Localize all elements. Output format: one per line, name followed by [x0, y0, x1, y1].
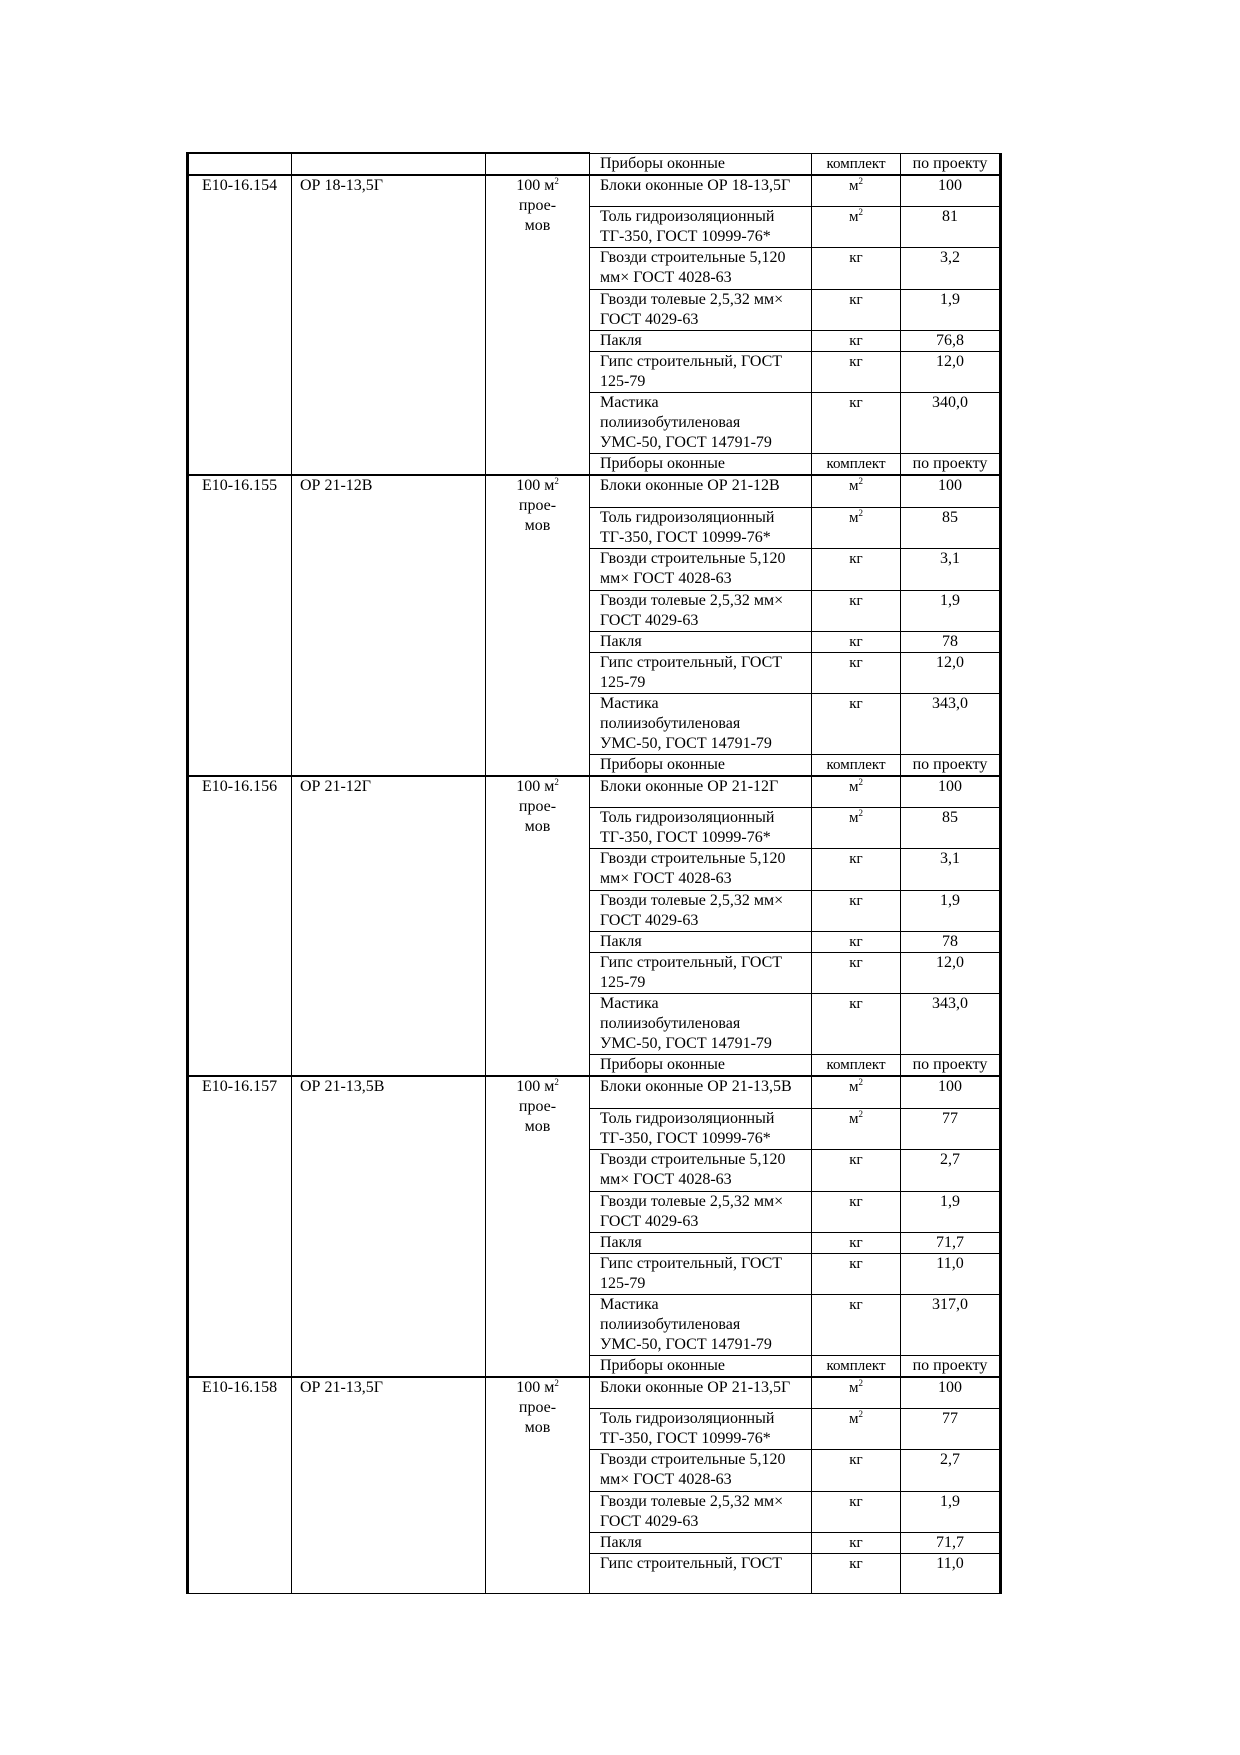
- unit-cell: [486, 1076, 590, 1377]
- material-unit-superscript: 2: [858, 1108, 863, 1119]
- unit-superscript: 2: [554, 776, 559, 787]
- quantity-cell: 85: [901, 507, 1001, 548]
- material-cell: Блоки оконные ОР 21-12В: [590, 475, 812, 507]
- material-unit-text: кг: [849, 395, 863, 411]
- quantity-cell: 77: [901, 1409, 1001, 1450]
- quantity-cell: 81: [901, 207, 1001, 248]
- material-cell: Мастика полиизобутиленовая УМС-50, ГОСТ 14791-79: [590, 994, 812, 1055]
- material-unit-cell: [812, 475, 901, 507]
- material-cell: Гипс строительный, ГОСТ 125-79: [590, 1253, 812, 1294]
- quantity-cell: 1,9: [901, 290, 1001, 331]
- unit-rest: прое-мов: [518, 196, 557, 234]
- material-unit-text: кг: [849, 955, 863, 971]
- material-cell: Приборы оконные: [590, 1055, 812, 1077]
- material-unit-superscript: 2: [858, 1377, 863, 1388]
- code-cell: Е10-16.158: [188, 1377, 292, 1594]
- quantity-cell: 11,0: [901, 1554, 1001, 1594]
- material-unit-cell: [812, 652, 901, 693]
- code-cell: [188, 153, 292, 175]
- quantity-cell: 12,0: [901, 352, 1001, 393]
- unit-superscript: 2: [554, 1077, 559, 1087]
- material-unit-text: кг: [849, 1296, 863, 1313]
- material-cell: Блоки оконные ОР 21-12Г: [590, 776, 812, 808]
- material-unit-cell: [812, 849, 901, 891]
- quantity-cell: 1,9: [901, 1191, 1001, 1232]
- material-unit-cell: [812, 776, 901, 808]
- material-cell: Гвозди толевые 2,5,32 мм× ГОСТ 4029-63: [590, 590, 812, 631]
- material-cell: Приборы оконные: [590, 754, 812, 776]
- material-unit-text: м: [849, 509, 859, 526]
- quantity-cell: 3,1: [901, 548, 1001, 590]
- material-cell: Приборы оконные: [590, 454, 812, 476]
- quantity-cell: 3,2: [901, 248, 1001, 290]
- table-row: [188, 776, 1001, 808]
- quantity-cell: 71,7: [901, 1232, 1001, 1253]
- material-unit-cell: [812, 932, 901, 953]
- material-unit-text: м: [849, 810, 859, 826]
- material-unit-superscript: 2: [858, 1077, 863, 1087]
- quantity-cell: 100: [901, 776, 1001, 808]
- material-unit-cell: [812, 454, 901, 476]
- material-cell: Пакля: [590, 331, 812, 352]
- material-cell: Мастика полиизобутиленовая УМС-50, ГОСТ 14791-79: [590, 393, 812, 454]
- quantity-cell: 100: [901, 175, 1001, 207]
- quantity-cell: 2,7: [901, 1450, 1001, 1492]
- material-unit-cell: [812, 1554, 901, 1594]
- material-unit-cell: [812, 1492, 901, 1533]
- material-unit-text: м: [849, 478, 859, 494]
- quantity-cell: по проекту: [901, 1355, 1001, 1377]
- table-row: [188, 475, 1001, 507]
- material-unit-text: кг: [849, 1255, 863, 1272]
- material-cell: Толь гидроизоляционный ТГ-350, ГОСТ 10999-76*: [590, 808, 812, 849]
- quantity-cell: 76,8: [901, 331, 1001, 352]
- material-unit-text: кг: [849, 1193, 863, 1210]
- material-unit-text: м: [849, 1079, 859, 1095]
- material-unit-text: кг: [849, 1234, 863, 1251]
- material-cell: Приборы оконные: [590, 153, 812, 175]
- material-cell: Гвозди толевые 2,5,32 мм× ГОСТ 4029-63: [590, 290, 812, 331]
- table-row: [188, 153, 1001, 175]
- material-unit-text: м: [849, 778, 859, 795]
- material-unit-text: кг: [849, 934, 863, 950]
- material-unit-text: кг: [849, 354, 863, 370]
- quantity-cell: 1,9: [901, 891, 1001, 932]
- material-unit-text: м: [849, 177, 859, 194]
- material-unit-cell: [812, 693, 901, 754]
- material-unit-cell: [812, 1108, 901, 1149]
- table-row: [188, 1076, 1001, 1108]
- material-cell: Толь гидроизоляционный ТГ-350, ГОСТ 10999-76*: [590, 1409, 812, 1450]
- name-cell: ОР 21-12Г: [292, 776, 486, 1077]
- material-cell: Толь гидроизоляционный ТГ-350, ГОСТ 10999-76*: [590, 1108, 812, 1149]
- material-unit-cell: [812, 1232, 901, 1253]
- material-unit-cell: [812, 393, 901, 454]
- quantity-cell: по проекту: [901, 454, 1001, 476]
- table-row: [188, 175, 1001, 207]
- material-unit-cell: [812, 248, 901, 290]
- material-unit-text: кг: [849, 333, 863, 349]
- unit-superscript: 2: [554, 476, 559, 486]
- name-cell: [292, 153, 486, 175]
- unit-base: 100 м: [516, 176, 555, 194]
- material-unit-cell: [812, 631, 901, 652]
- material-cell: Блоки оконные ОР 18-13,5Г: [590, 175, 812, 207]
- material-unit-cell: [812, 548, 901, 590]
- name-cell: ОР 21-13,5Г: [292, 1377, 486, 1594]
- quantity-cell: по проекту: [901, 1055, 1001, 1077]
- unit-base: 100 м: [516, 777, 555, 795]
- unit-cell: [486, 1377, 590, 1594]
- quantity-cell: по проекту: [901, 153, 1001, 175]
- quantity-cell: 2,7: [901, 1149, 1001, 1191]
- material-unit-text: кг: [849, 292, 863, 308]
- code-cell: Е10-16.154: [188, 175, 292, 476]
- material-unit-cell: [812, 891, 901, 932]
- material-cell: Пакля: [590, 932, 812, 953]
- unit-base: 100 м: [516, 477, 555, 494]
- material-unit-text: кг: [849, 893, 863, 909]
- quantity-cell: 12,0: [901, 652, 1001, 693]
- quantity-cell: 100: [901, 1377, 1001, 1409]
- material-unit-cell: [812, 994, 901, 1055]
- material-cell: Гвозди строительные 5,120 мм× ГОСТ 4028-63: [590, 1450, 812, 1492]
- unit-rest: прое-мов: [518, 497, 557, 534]
- material-unit-cell: [812, 331, 901, 352]
- material-unit-cell: [812, 1533, 901, 1554]
- code-cell: Е10-16.157: [188, 1076, 292, 1377]
- material-unit-text: комплект: [826, 1357, 886, 1374]
- quantity-cell: 11,0: [901, 1253, 1001, 1294]
- material-unit-superscript: 2: [858, 1409, 863, 1419]
- material-unit-text: кг: [849, 1556, 863, 1572]
- table-row: [188, 1377, 1001, 1409]
- material-unit-text: кг: [849, 1535, 863, 1551]
- material-unit-text: кг: [849, 1452, 863, 1468]
- quantity-cell: 100: [901, 475, 1001, 507]
- material-unit-superscript: 2: [858, 776, 863, 787]
- quantity-cell: 77: [901, 1108, 1001, 1149]
- material-unit-cell: [812, 1409, 901, 1450]
- unit-base: 100 м: [516, 1078, 555, 1095]
- material-unit-text: кг: [849, 851, 863, 867]
- material-unit-cell: [812, 1450, 901, 1492]
- material-unit-cell: [812, 290, 901, 331]
- unit-superscript: 2: [554, 175, 559, 186]
- unit-rest: прое-мов: [518, 1398, 557, 1436]
- unit-rest: прое-мов: [518, 797, 557, 835]
- material-unit-superscript: 2: [858, 808, 863, 818]
- material-cell: Пакля: [590, 631, 812, 652]
- material-unit-cell: [812, 352, 901, 393]
- material-unit-cell: [812, 754, 901, 776]
- material-cell: Мастика полиизобутиленовая УМС-50, ГОСТ 14791-79: [590, 1294, 812, 1355]
- quantity-cell: 85: [901, 808, 1001, 849]
- material-cell: Толь гидроизоляционный ТГ-350, ГОСТ 10999-76*: [590, 507, 812, 548]
- material-unit-text: кг: [849, 695, 863, 712]
- material-unit-cell: [812, 1191, 901, 1232]
- name-cell: ОР 21-13,5В: [292, 1076, 486, 1377]
- quantity-cell: 78: [901, 631, 1001, 652]
- material-unit-cell: [812, 1076, 901, 1108]
- material-unit-superscript: 2: [858, 207, 863, 217]
- material-cell: Толь гидроизоляционный ТГ-350, ГОСТ 10999-76*: [590, 207, 812, 248]
- material-unit-cell: [812, 1149, 901, 1191]
- material-unit-text: кг: [849, 654, 863, 671]
- material-unit-cell: [812, 1253, 901, 1294]
- quantity-cell: по проекту: [901, 754, 1001, 776]
- material-cell: Блоки оконные ОР 21-13,5Г: [590, 1377, 812, 1409]
- material-unit-text: кг: [849, 996, 863, 1012]
- material-unit-cell: [812, 1355, 901, 1377]
- quantity-cell: 78: [901, 932, 1001, 953]
- code-cell: Е10-16.155: [188, 475, 292, 776]
- quantity-cell: 317,0: [901, 1294, 1001, 1355]
- material-cell: Блоки оконные ОР 21-13,5В: [590, 1076, 812, 1108]
- material-unit-text: комплект: [826, 1057, 886, 1073]
- quantity-cell: 1,9: [901, 590, 1001, 631]
- material-cell: Гвозди строительные 5,120 мм× ГОСТ 4028-63: [590, 849, 812, 891]
- quantity-cell: 343,0: [901, 994, 1001, 1055]
- quantity-cell: 100: [901, 1076, 1001, 1108]
- quantity-cell: 3,1: [901, 849, 1001, 891]
- material-unit-cell: [812, 1377, 901, 1409]
- material-unit-cell: [812, 175, 901, 207]
- material-cell: Мастика полиизобутиленовая УМС-50, ГОСТ 14791-79: [590, 693, 812, 754]
- unit-cell: [486, 475, 590, 776]
- unit-cell: [486, 776, 590, 1077]
- material-cell: Гвозди толевые 2,5,32 мм× ГОСТ 4029-63: [590, 1191, 812, 1232]
- material-cell: Пакля: [590, 1533, 812, 1554]
- unit-cell: [486, 175, 590, 476]
- name-cell: ОР 18-13,5Г: [292, 175, 486, 476]
- material-unit-text: м: [849, 1110, 859, 1127]
- quantity-cell: 71,7: [901, 1533, 1001, 1554]
- unit-rest: прое-мов: [518, 1098, 557, 1135]
- material-unit-text: комплект: [826, 456, 886, 472]
- material-cell: Гвозди строительные 5,120 мм× ГОСТ 4028-63: [590, 548, 812, 590]
- material-unit-text: кг: [849, 250, 863, 266]
- material-unit-text: кг: [849, 592, 863, 609]
- name-cell: ОР 21-12В: [292, 475, 486, 776]
- unit-superscript: 2: [554, 1377, 559, 1388]
- material-unit-text: м: [849, 1411, 859, 1427]
- material-unit-superscript: 2: [858, 476, 863, 486]
- material-unit-text: м: [849, 1379, 859, 1396]
- material-unit-cell: комплект: [812, 153, 901, 175]
- material-unit-text: кг: [849, 1494, 863, 1510]
- material-unit-cell: [812, 808, 901, 849]
- unit-base: 100 м: [516, 1378, 555, 1396]
- material-unit-text: комплект: [826, 756, 886, 773]
- material-unit-superscript: 2: [858, 175, 863, 186]
- material-unit-cell: [812, 207, 901, 248]
- material-unit-text: м: [849, 209, 859, 225]
- quantity-cell: 340,0: [901, 393, 1001, 454]
- material-unit-text: кг: [849, 633, 863, 650]
- code-cell: Е10-16.156: [188, 776, 292, 1077]
- materials-table: [186, 152, 1002, 1594]
- material-cell: Гвозди строительные 5,120 мм× ГОСТ 4028-63: [590, 248, 812, 290]
- material-cell: Гипс строительный, ГОСТ 125-79: [590, 953, 812, 994]
- material-cell: Гвозди строительные 5,120 мм× ГОСТ 4028-63: [590, 1149, 812, 1191]
- material-unit-text: кг: [849, 550, 863, 567]
- material-cell: Гипс строительный, ГОСТ 125-79: [590, 652, 812, 693]
- material-cell: Гипс строительный, ГОСТ 125-79: [590, 352, 812, 393]
- material-unit-cell: [812, 590, 901, 631]
- material-unit-cell: [812, 953, 901, 994]
- quantity-cell: 343,0: [901, 693, 1001, 754]
- quantity-cell: 1,9: [901, 1492, 1001, 1533]
- material-unit-cell: [812, 507, 901, 548]
- material-cell: Пакля: [590, 1232, 812, 1253]
- unit-cell: [486, 153, 590, 175]
- material-unit-text: кг: [849, 1151, 863, 1168]
- quantity-cell: 12,0: [901, 953, 1001, 994]
- material-unit-cell: [812, 1055, 901, 1077]
- material-cell: Гвозди толевые 2,5,32 мм× ГОСТ 4029-63: [590, 891, 812, 932]
- material-unit-superscript: 2: [858, 507, 863, 518]
- material-unit-cell: [812, 1294, 901, 1355]
- material-cell: Приборы оконные: [590, 1355, 812, 1377]
- material-cell: Гвозди толевые 2,5,32 мм× ГОСТ 4029-63: [590, 1492, 812, 1533]
- material-cell: Гипс строительный, ГОСТ: [590, 1554, 812, 1594]
